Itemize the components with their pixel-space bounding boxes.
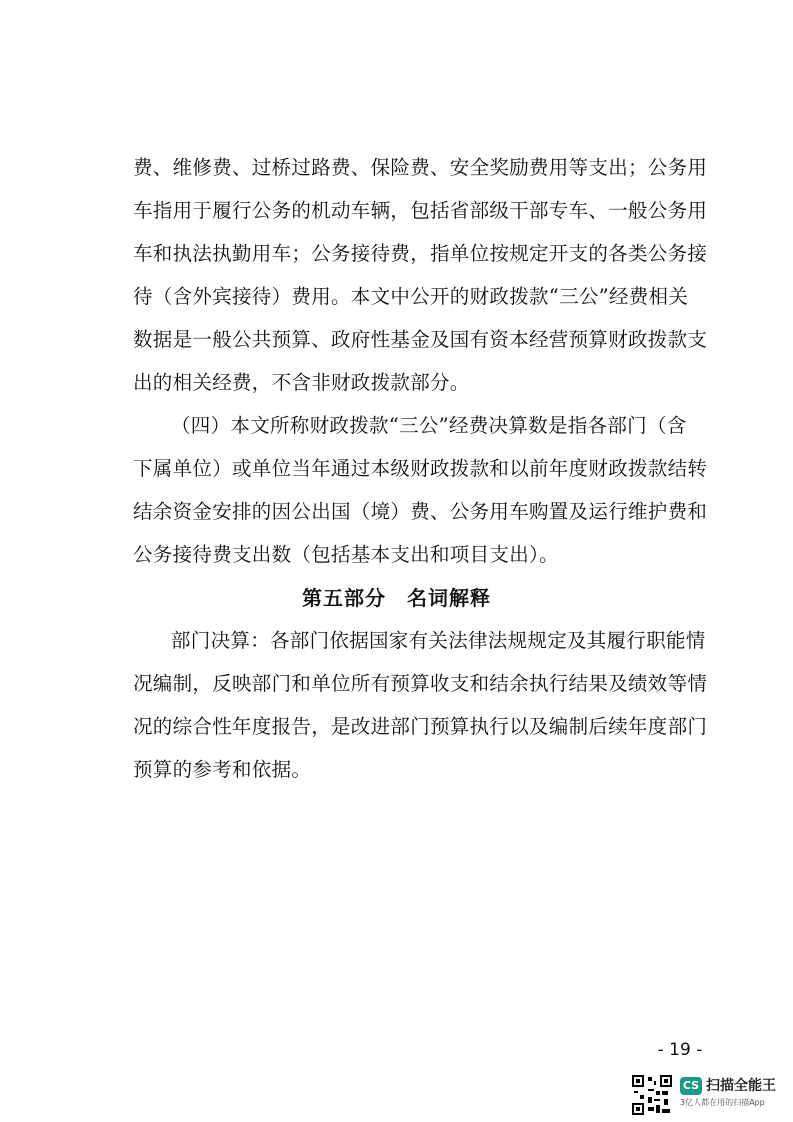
body-line: 车指用于履行公务的机动车辆，包括省部级干部专车、一般公务用 (133, 199, 708, 222)
camscanner-logo: CS (680, 1077, 702, 1095)
body-line: 下属单位）或单位当年通过本级财政拨款和以前年度财政拨款结转 (133, 457, 708, 480)
qr-code-icon (632, 1075, 672, 1115)
definition-line: 部门决算：各部门依据国家有关法律法规规定及其履行职能情 (171, 629, 706, 652)
definition-line: 预算的参考和依据。 (133, 758, 312, 781)
camscanner-tagline: 3亿人都在用的扫描App (680, 1098, 765, 1107)
camscanner-name: 扫描全能王 (706, 1078, 776, 1094)
page-number: - 19 - (657, 1040, 703, 1060)
definition-line: 况编制，反映部门和单位所有预算收支和结余执行结果及绩效等情 (133, 672, 708, 695)
body-line: 费、维修费、过桥过路费、保险费、安全奖励费用等支出；公务用 (133, 156, 708, 179)
body-line: 结余资金安排的因公出国（境）费、公务用车购置及运行维护费和 (133, 500, 708, 523)
body-line: 数据是一般公共预算、政府性基金及国有资本经营预算财政拨款支 (133, 328, 708, 351)
body-line: 出的相关经费，不含非财政拨款部分。 (133, 371, 470, 394)
body-line: 公务接待费支出数（包括基本支出和项目支出）。 (133, 543, 559, 566)
body-line: （四）本文所称财政拨款“三公”经费决算数是指各部门（含 (171, 414, 687, 437)
definition-line: 况的综合性年度报告，是改进部门预算执行以及编制后续年度部门 (133, 715, 708, 738)
body-line: 车和执法执勤用车；公务接待费，指单位按规定开支的各类公务接 (133, 242, 708, 265)
body-line: 待（含外宾接待）费用。本文中公开的财政拨款“三公”经费相关 (133, 285, 689, 308)
section-heading: 第五部分 名词解释 (302, 586, 491, 610)
